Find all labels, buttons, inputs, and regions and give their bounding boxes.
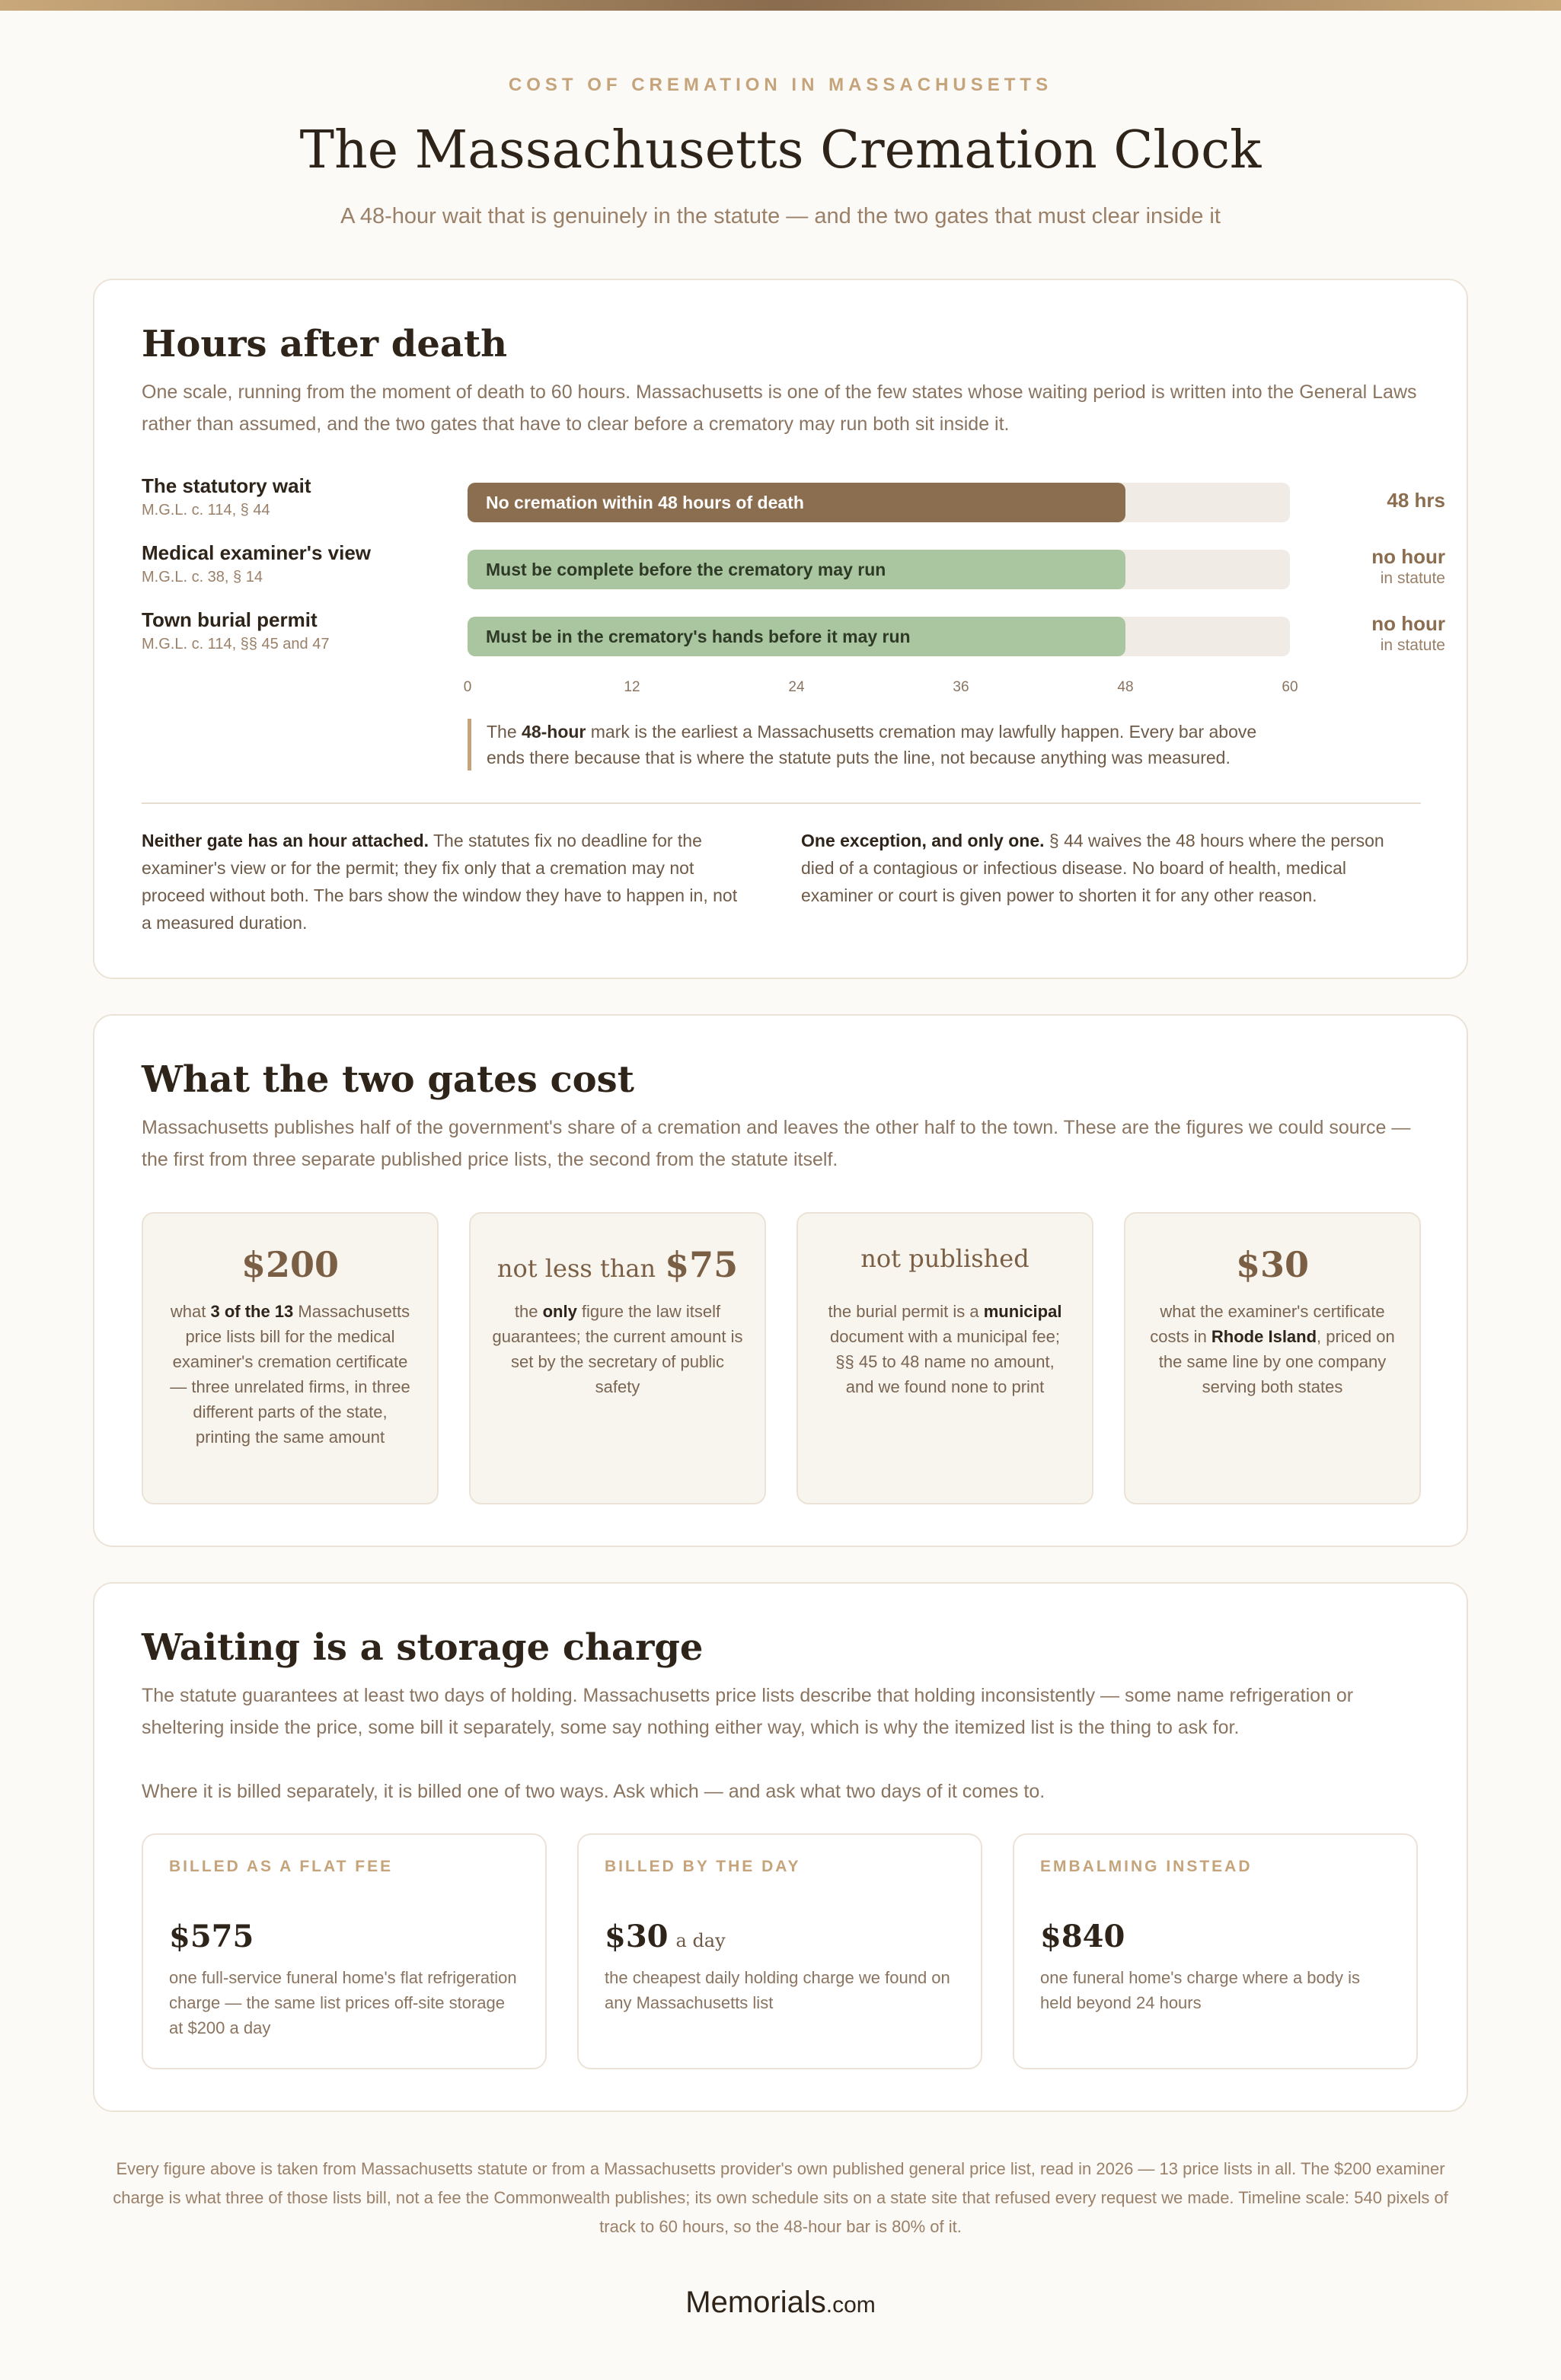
explainer-bold: One exception, and only one. xyxy=(801,831,1045,850)
timeline-track xyxy=(468,483,1290,522)
row-cite: M.G.L. c. 38, § 14 xyxy=(142,569,263,585)
note-text: The xyxy=(487,722,522,742)
axis-tick: 60 xyxy=(1282,679,1298,695)
desc-bold: only xyxy=(542,1302,577,1321)
tile-prefix: not published xyxy=(860,1244,1029,1273)
burial-permit-bar: Must be in the crematory's hands before it may run xyxy=(468,617,1125,656)
row-value xyxy=(1293,545,1445,589)
axis-tick: 36 xyxy=(953,679,969,695)
timeline-intro: One scale, running from the moment of death to 60 hours. Massachusetts is one of the few states whose waiting period is written into the General Laws rather than assumed, and the two gates that have to clear before a crematory may run both sit inside it. xyxy=(142,381,1417,435)
desc-text: the xyxy=(514,1302,543,1321)
eyebrow: COST OF CREMATION IN MASSACHUSETTS xyxy=(508,75,1053,95)
axis-tick: 24 xyxy=(788,679,805,695)
desc-text: the burial permit is a xyxy=(828,1302,984,1321)
storage-tile-amount xyxy=(605,1919,955,1954)
statutory-wait-bar: No cremation within 48 hours of death xyxy=(468,483,1125,522)
memorials-logo[interactable] xyxy=(0,2286,1561,2320)
storage-tile xyxy=(1013,1833,1418,2069)
desc-text: , priced on the same line by one company serving both states xyxy=(1158,1327,1395,1396)
desc-text: document with a municipal fee; §§ 45 to 48 name no amount, and we found none to print xyxy=(829,1327,1061,1396)
logo-name: Memorials xyxy=(685,2286,826,2319)
storage-intro-2: Where it is billed separately, it is billed one of two ways. Ask which — and ask what two days of it comes to. xyxy=(142,1781,1045,1802)
storage-unit: a day xyxy=(675,1930,726,1951)
tile-amount: $200 xyxy=(241,1244,340,1285)
tile-desc xyxy=(492,1299,743,1399)
storage-title: Waiting is a storage charge xyxy=(142,1626,704,1669)
logo-tld: .com xyxy=(825,2292,876,2318)
storage-tile-amount xyxy=(1040,1919,1390,1954)
value-main: 48 hrs xyxy=(1387,489,1445,512)
axis-tick: 12 xyxy=(624,679,640,695)
desc-text: what the examiner's certificate costs in xyxy=(1150,1302,1385,1346)
storage-amount: $575 xyxy=(169,1919,254,1954)
timeline-card xyxy=(93,279,1468,979)
cost-tile xyxy=(469,1212,766,1504)
row-value xyxy=(1293,489,1445,512)
storage-amount: $840 xyxy=(1040,1919,1125,1954)
desc-bold: Rhode Island xyxy=(1211,1327,1317,1346)
costs-intro: Massachusetts publishes half of the government's share of a cremation and leaves the other half to the town. These are the figures we could source — the first from three separate published price lists, the second from the statute itself. xyxy=(142,1117,1411,1170)
cost-tile xyxy=(796,1212,1093,1504)
desc-text: Massachusetts price lists bill for the medical examiner's cremation certificate — three unrelated firms, in three different parts of the state, printing the same amount xyxy=(170,1302,410,1447)
tile-head xyxy=(164,1244,416,1290)
row-name: The statutory wait xyxy=(142,474,311,497)
row-value xyxy=(1293,612,1445,656)
page-title: The Massachusetts Cremation Clock xyxy=(299,120,1262,180)
row-name: Medical examiner's view xyxy=(142,541,372,564)
costs-title: What the two gates cost xyxy=(142,1058,634,1101)
tile-head xyxy=(492,1244,743,1290)
value-main: no hour xyxy=(1371,545,1445,568)
storage-tile-label: EMBALMING INSTEAD xyxy=(1040,1858,1253,1875)
tile-amount: $75 xyxy=(665,1244,739,1285)
medical-examiner-bar: Must be complete before the crematory may run xyxy=(468,550,1125,589)
axis-tick: 0 xyxy=(463,679,472,695)
cost-tile xyxy=(1124,1212,1421,1504)
cost-tile xyxy=(142,1212,439,1504)
tile-desc xyxy=(1147,1299,1398,1399)
timeline-row-label xyxy=(142,608,446,656)
desc-text: what xyxy=(170,1302,211,1321)
tile-amount: $30 xyxy=(1235,1244,1310,1285)
storage-tile-desc: one full-service funeral home's flat refrigeration charge — the same list prices off-site storage at $200 a day xyxy=(169,1968,517,2037)
note-bold: 48-hour xyxy=(522,722,586,742)
footnote: Every figure above is taken from Massachusetts statute or from a Massachusetts provider's own published general price list, read in 2026 — 13 price lists in all. The $200 examiner charge is what three of those lists bill, not a fee the Commonwealth publishes; its own schedule sits on a state site that refused every request we made. Timeline scale: 540 pixels of track to 60 hours, so the 48-hour bar is 80% of it. xyxy=(113,2159,1448,2236)
tile-prefix: not less than xyxy=(496,1254,656,1283)
desc-text: figure the law itself guarantees; the current amount is set by the secretary of public safety xyxy=(492,1302,743,1396)
timeline-track xyxy=(468,550,1290,589)
gates-explainer xyxy=(142,827,751,936)
tile-desc xyxy=(819,1299,1071,1399)
tile-head xyxy=(819,1244,1071,1290)
tile-desc xyxy=(164,1299,416,1450)
row-name: Town burial permit xyxy=(142,608,318,631)
storage-card xyxy=(93,1582,1468,2112)
divider xyxy=(142,802,1421,804)
axis-tick: 48 xyxy=(1117,679,1134,695)
explainer-text: § 44 waives the 48 hours where the person died of a contagious or infectious disease. No board of health, medical examiner or court is given power to shorten it for any other reason. xyxy=(801,831,1384,905)
exception-explainer xyxy=(801,827,1410,909)
timeline-note xyxy=(468,719,1290,770)
storage-tile xyxy=(142,1833,547,2069)
storage-tile-desc: the cheapest daily holding charge we found on any Massachusetts list xyxy=(605,1968,950,2012)
timeline-row-label xyxy=(142,541,446,589)
storage-amount: $30 xyxy=(605,1919,669,1954)
row-cite: M.G.L. c. 114, § 44 xyxy=(142,502,270,518)
value-sub: in statute xyxy=(1380,636,1445,654)
desc-bold: 3 of the 13 xyxy=(210,1302,294,1321)
timeline-title: Hours after death xyxy=(142,323,508,365)
value-sub: in statute xyxy=(1380,569,1445,587)
costs-card xyxy=(93,1014,1468,1547)
timeline-track xyxy=(468,617,1290,656)
explainer-text: The statutes fix no deadline for the examiner's view or for the permit; they fix only that a cremation may not proceed without both. The bars show the window they have to happen in, not a measured duration. xyxy=(142,831,738,933)
storage-tile xyxy=(577,1833,982,2069)
storage-tile-amount xyxy=(169,1919,519,1954)
storage-intro: The statute guarantees at least two days of holding. Massachusetts price lists describe that holding inconsistently — some name refrigeration or sheltering inside the price, some bill it separately, some say nothing either way, which is why the itemized list is the thing to ask for. xyxy=(142,1685,1354,1738)
storage-tile-desc: one funeral home's charge where a body is held beyond 24 hours xyxy=(1040,1968,1361,2012)
value-main: no hour xyxy=(1371,612,1445,635)
timeline-row-label xyxy=(142,474,446,522)
top-accent-bar xyxy=(0,0,1561,11)
page-subtitle: A 48-hour wait that is genuinely in the statute — and the two gates that must clear inside it xyxy=(340,204,1221,228)
explainer-bold: Neither gate has an hour attached. xyxy=(142,831,429,850)
row-cite: M.G.L. c. 114, §§ 45 and 47 xyxy=(142,636,330,652)
tile-head xyxy=(1147,1244,1398,1290)
desc-bold: municipal xyxy=(983,1302,1062,1321)
storage-tile-label: BILLED BY THE DAY xyxy=(605,1858,801,1875)
note-text: mark is the earliest a Massachusetts cremation may lawfully happen. Every bar above ends there because that is where the statute puts the line, not because anything was measured. xyxy=(487,722,1257,767)
storage-tile-label: BILLED AS A FLAT FEE xyxy=(169,1858,394,1875)
